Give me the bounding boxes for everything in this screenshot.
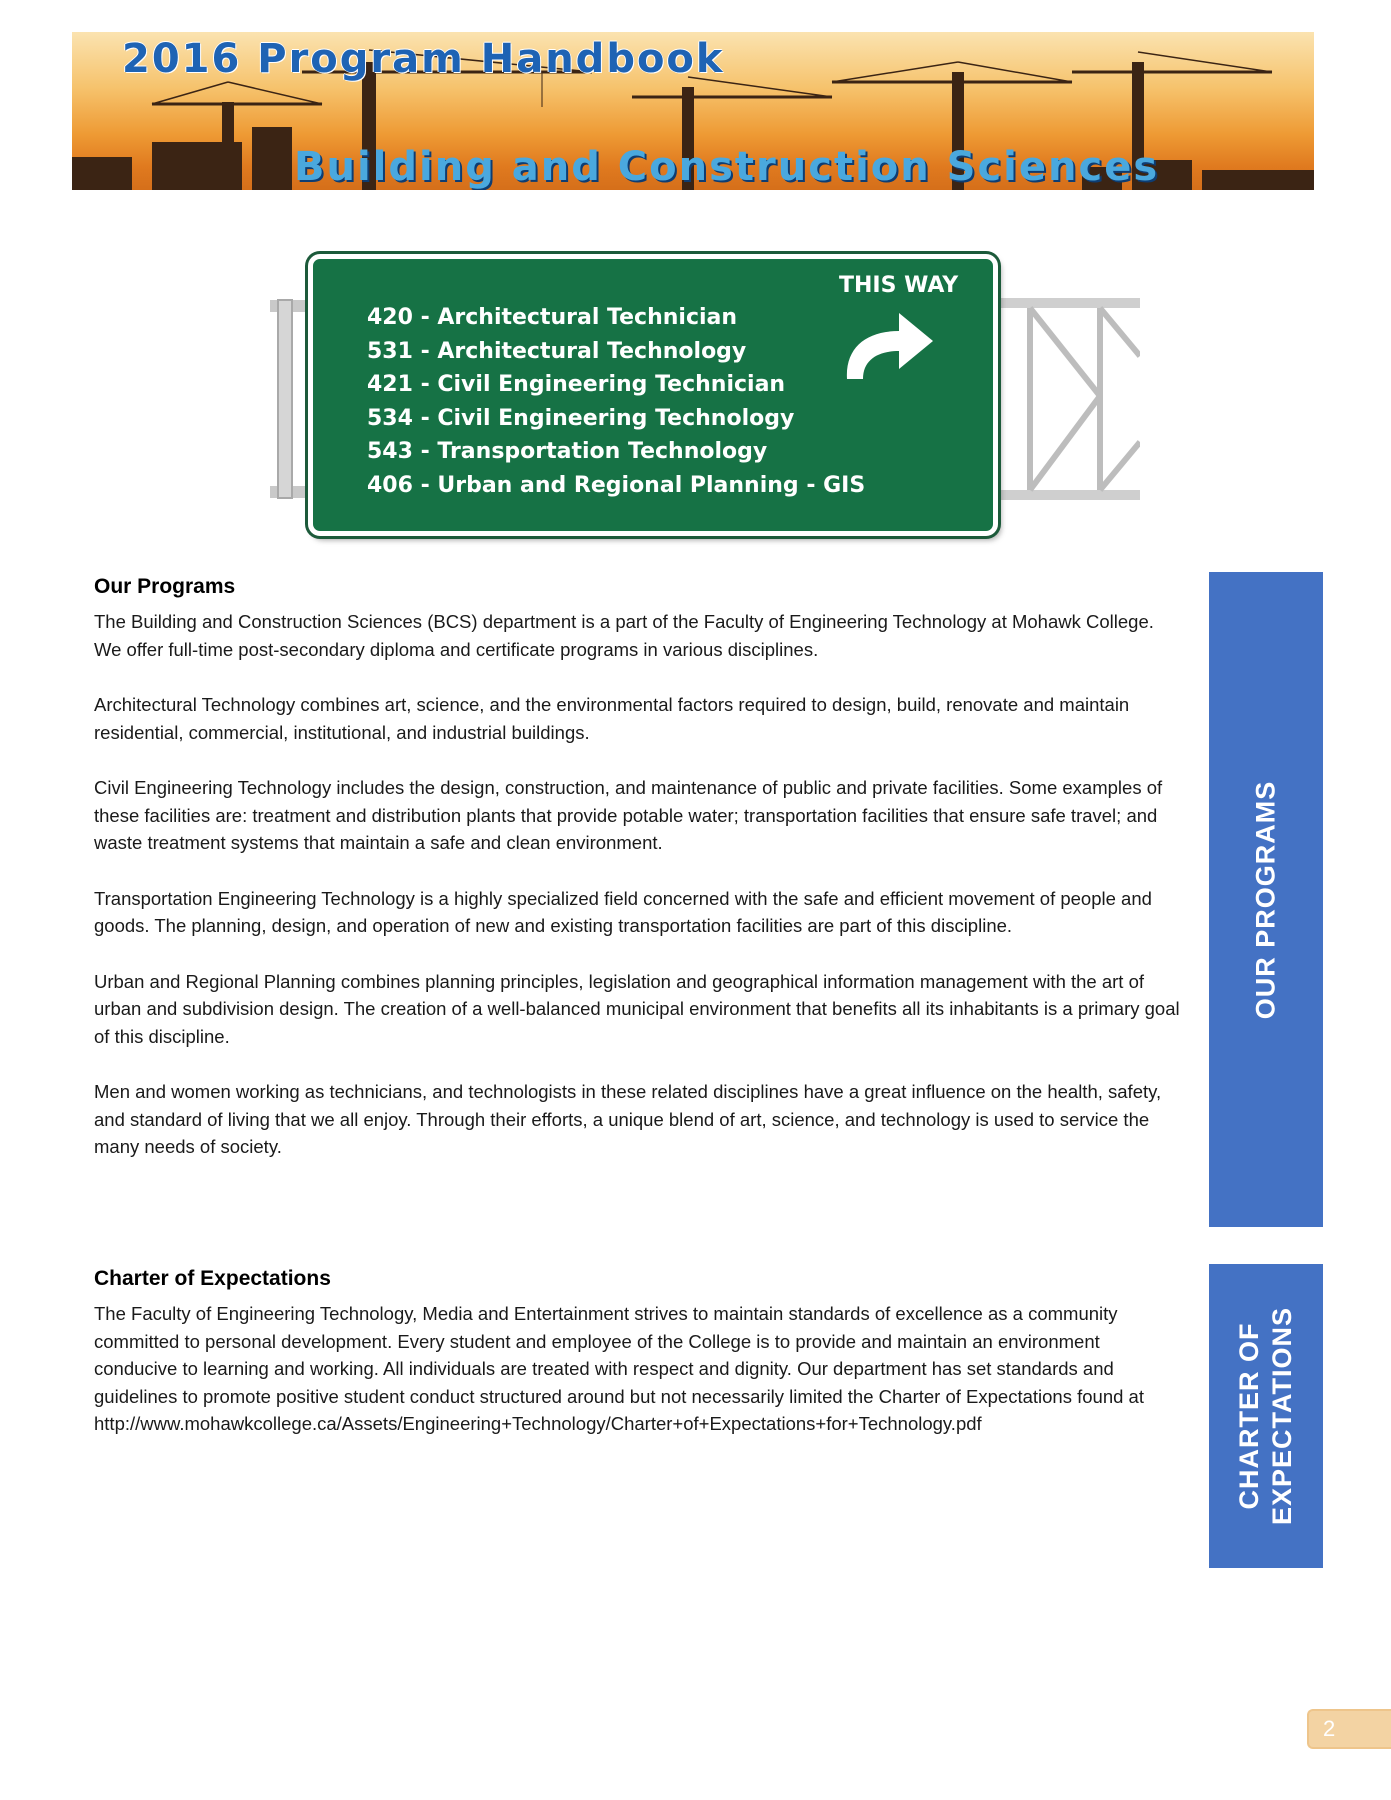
sign-program-list (367, 301, 865, 502)
road-sign-panel (308, 254, 998, 536)
charter-link[interactable]: http://www.mohawkcollege.ca/Assets/Engineering+Technology/Charter+of+Expectations+for+Technology.pdf (94, 1413, 982, 1434)
side-tab-charter (1209, 1264, 1323, 1568)
programs-paragraph: Architectural Technology combines art, science, and the environmental factors required to design, build, renovate and maintain residential, commercial, institutional, and industrial buildings. (94, 694, 1130, 743)
this-way-label: THIS WAY (839, 273, 959, 298)
banner-title: 2016 Program Handbook (122, 36, 725, 82)
charter-paragraph (94, 1300, 1184, 1438)
our-programs-section (94, 574, 1184, 1189)
programs-paragraph: Men and women working as technicians, and technologists in these related disciplines have a great influence on the health, safety, and standard of living that we all enjoy. Through their efforts, a unique blend of art, science, and technology is used to service the many needs of society. (94, 1081, 1162, 1157)
programs-paragraph: The Building and Construction Sciences (BCS) department is a part of the Faculty of Engineering Technology at Mohawk College. We offer full-time post-secondary diploma and certificate programs in various disciplines. (94, 611, 1154, 660)
charter-section (94, 1266, 1184, 1438)
side-tab-label (1233, 1307, 1299, 1525)
programs-paragraph: Urban and Regional Planning combines planning principles, legislation and geographical information management with the art of urban and subdivision design. The creation of a well-balanced municipal environment that benefits all its inhabitants is a primary goal of this discipline. (94, 970, 1180, 1047)
banner-subtitle: Building and Construction Sciences (294, 144, 1160, 190)
header-banner (72, 32, 1314, 190)
sign-program-item: 421 - Civil Engineering Technician (367, 372, 786, 397)
our-programs-heading: Our Programs (94, 575, 236, 598)
charter-heading: Charter of Expectations (94, 1267, 331, 1290)
side-tab-line: EXPECTATIONS (1267, 1306, 1297, 1526)
sign-program-item: 543 - Transportation Technology (367, 439, 768, 464)
sign-program-item: 420 - Architectural Technician (367, 305, 738, 330)
program-road-sign (270, 246, 1140, 556)
side-tab-our-programs (1209, 572, 1323, 1227)
programs-paragraph: Civil Engineering Technology includes the design, construction, and maintenance of public and private facilities. Some examples of these facilities are: treatment and distribution plants that provide potable water; transportation facilities that ensure safe travel; and waste treatment systems that maintain a safe and clean environment. (94, 777, 1163, 853)
programs-paragraph: Transportation Engineering Technology is a highly specialized field concerned with the safe and efficient movement of people and goods. The planning, design, and operation of new and existing transportation facilities are part of this discipline. (94, 887, 1152, 936)
charter-text: The Faculty of Engineering Technology, Media and Entertainment strives to maintain standards of excellence as a community committed to personal development. Every student and employee of the College is to provide and maintain an environment conducive to learning and working. All individuals are treated with respect and dignity. Our department has set standards and guidelines to promote positive student conduct structured around but not necessarily limited the Charter of Expectations found at (94, 1303, 1144, 1407)
sign-program-item: 531 - Architectural Technology (367, 338, 747, 364)
sign-program-item: 534 - Civil Engineering Technology (367, 405, 795, 431)
sign-program-item: 406 - Urban and Regional Planning - GIS (367, 472, 866, 498)
page-number: 2 (1307, 1709, 1391, 1749)
side-tab-line: CHARTER OF (1234, 1322, 1264, 1510)
side-tab-label: OUR PROGRAMS (1250, 780, 1281, 1019)
